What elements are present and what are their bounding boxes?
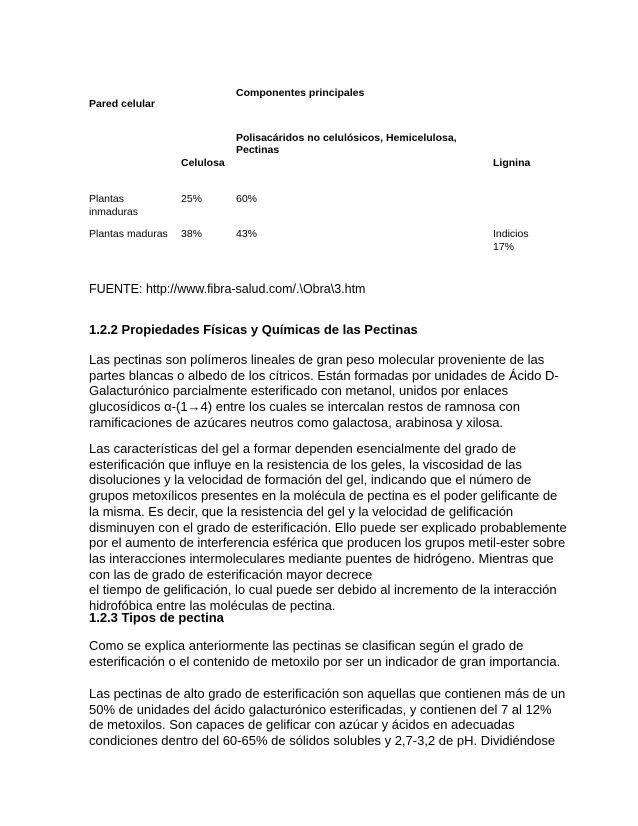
row-name-line1: Plantas maduras	[89, 228, 168, 240]
paragraph-line: la misma. Es decir, que la resistencia del gel y la velocidad de gelificación	[89, 503, 514, 519]
paragraph-line: Las características del gel a formar dependen esencialmente del grado de	[89, 441, 517, 456]
paragraph-line: disoluciones y la velocidad de formación del gel, indicando que el número de	[89, 472, 532, 488]
paragraph-line: con las de grado de esterificación mayor decrece	[89, 566, 373, 582]
paragraph-line: Las pectinas de alto grado de esterificación son aquellas que contienen más de un	[89, 686, 566, 701]
poly-header-line2: Pectinas	[236, 144, 280, 156]
lignina-value-line1: Indicios	[493, 228, 529, 240]
paragraph-line: Las pectinas son polímeros lineales de gran peso molecular proveniente de las	[89, 352, 545, 367]
section-heading-122: 1.2.2 Propiedades Físicas y Químicas de las Pectinas	[89, 322, 418, 337]
group-header: Componentes principales	[236, 87, 365, 99]
paragraph-gel-characteristics	[89, 441, 567, 614]
paragraph-line: grupos metoxílicos presentes en la molécula de pectina es el poder gelificante de	[89, 488, 558, 504]
paragraph-line: el tiempo de gelificación, lo cual puede ser debido al incremento de la interacción	[89, 582, 557, 598]
paragraph-line: por el aumento de interferencia esférica que producen los grupos metil-ester sobre	[89, 535, 566, 551]
row-header: Pared celular	[89, 98, 155, 110]
lignina-header: Lignina	[493, 157, 531, 169]
paragraph-line: glucosídicos α-(1→4) entre los cuales se intercalan restos de ramnosa con	[89, 399, 520, 415]
row-name-line2: inmaduras	[89, 206, 139, 218]
section-heading-123: 1.2.3 Tipos de pectina	[89, 610, 224, 625]
celulosa-value: 25%	[181, 193, 203, 205]
source-note: FUENTE: http://www.fibra-salud.com/.\Obra\3.htm	[89, 282, 366, 296]
poly-header-line1: Polisacáridos no celulósicos, Hemicelulosa,	[236, 132, 457, 144]
celulosa-header: Celulosa	[181, 157, 225, 169]
paragraph-classification	[89, 638, 561, 669]
paragraph-line: disminuyen con el grado de esterificación. Ello puede ser explicado probablemente	[89, 519, 567, 535]
paragraph-line: esterificación que influye en la resistencia de los geles, la viscosidad de las	[89, 456, 522, 472]
paragraph-line: 50% de unidades del ácido galacturónico esterificadas, y contienen del 7 al 12%	[89, 701, 552, 717]
row-name-line1: Plantas	[89, 193, 125, 205]
paragraph-line: Como se explica anteriormente las pectinas se clasifican según el grado de	[89, 638, 524, 653]
paragraph-line: partes blancas o albedo de los cítricos. Están formadas por unidades de Ácido D-	[89, 367, 559, 383]
celulosa-value: 38%	[181, 228, 203, 240]
paragraph-line: Galacturónico parcialmente esterificado con metanol, unidos por enlaces	[89, 383, 509, 399]
paragraph-line: condiciones dentro del 60-65% de sólidos solubles y 2,7-3,2 de pH. Dividiéndose	[89, 733, 556, 749]
paragraph-pectins-definition	[89, 352, 559, 431]
lignina-value-line2: 17%	[493, 241, 515, 253]
paragraph-line: hidrofóbica entre las moléculas de pectina.	[89, 598, 336, 614]
poly-value: 43%	[236, 228, 258, 240]
poly-value: 60%	[236, 193, 258, 205]
paragraph-line: de metoxilos. Son capaces de gelificar con azúcar y ácidos en adecuadas	[89, 717, 515, 733]
paragraph-line: esterificación o el contenido de metoxilo por ser un indicador de gran importancia.	[89, 653, 561, 669]
paragraph-line: las interacciones intermoleculares mediante puentes de hidrógeno. Mientras que	[89, 550, 554, 566]
paragraph-high-esterification	[89, 686, 566, 749]
paragraph-line: ramificaciones de azúcares neutros como galactosa, arabinosa y xilosa.	[89, 414, 504, 430]
